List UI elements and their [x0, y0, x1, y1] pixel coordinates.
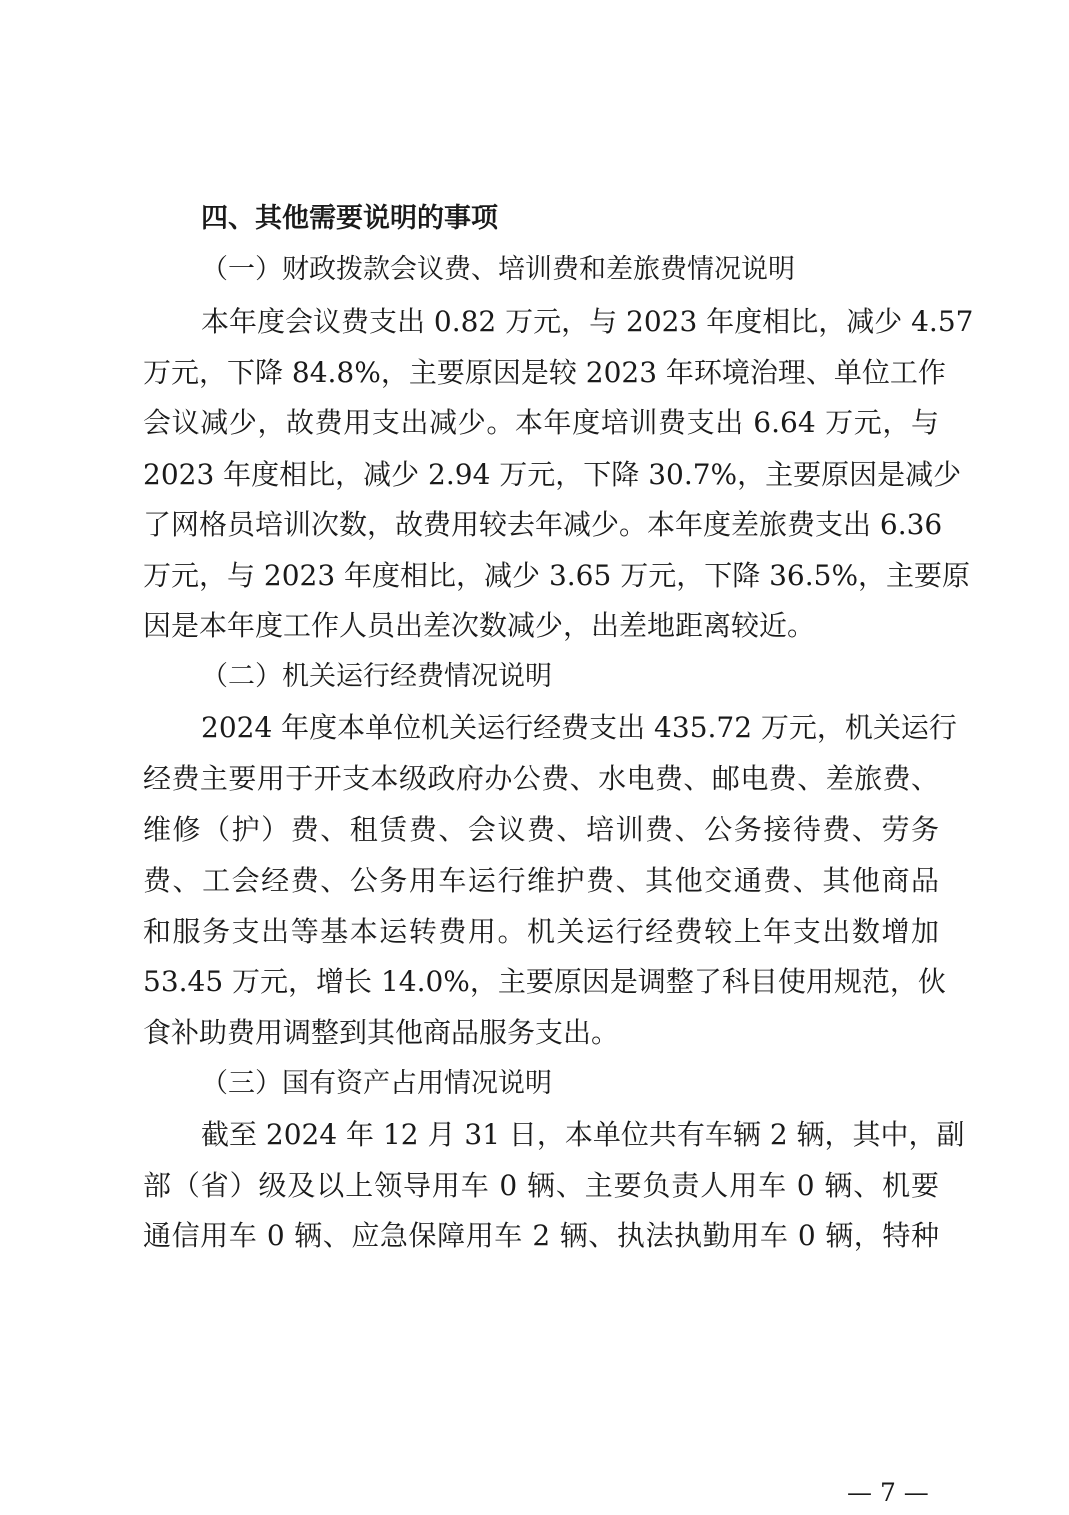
paragraph-line: 2023 年度相比，减少 2.94 万元，下降 30.7%，主要原因是减少 [143, 458, 962, 491]
paragraph-line: 部（省）级及以上领导用车 0 辆、主要负责人用车 0 辆、机要 [143, 1169, 939, 1202]
paragraph-line: 费、工会经费、公务用车运行维护费、其他交通费、其他商品 [143, 864, 939, 897]
paragraph-line: 本年度会议费支出 0.82 万元，与 2023 年度相比，减少 4.57 [201, 305, 974, 338]
subsection-title-meeting-training-travel: （一）财政拨款会议费、培训费和差旅费情况说明 [201, 254, 795, 285]
paragraph-line: 维修（护）费、租赁费、会议费、培训费、公务接待费、劳务 [143, 813, 939, 846]
paragraph-line: 万元，下降 84.8%，主要原因是较 2023 年环境治理、单位工作 [143, 356, 946, 389]
paragraph-line: 经费主要用于开支本级政府办公费、水电费、邮电费、差旅费、 [143, 762, 939, 795]
paragraph-line: 食补助费用调整到其他商品服务支出。 [143, 1016, 620, 1049]
paragraph-line: 通信用车 0 辆、应急保障用车 2 辆、执法执勤用车 0 辆，特种 [143, 1219, 939, 1252]
paragraph-line: 2024 年度本单位机关运行经费支出 435.72 万元，机关运行 [201, 711, 957, 744]
paragraph-line: 因是本年度工作人员出差次数减少，出差地距离较近。 [143, 609, 816, 642]
paragraph-line: 53.45 万元，增长 14.0%，主要原因是调整了科目使用规范，伙 [143, 965, 946, 998]
subsection-title-state-assets: （三）国有资产占用情况说明 [201, 1068, 552, 1099]
page-number: — 7 — [847, 1478, 929, 1507]
paragraph-line: 和服务支出等基本运转费用。机关运行经费较上年支出数增加 [143, 915, 939, 948]
paragraph-line: 会议减少，故费用支出减少。本年度培训费支出 6.64 万元，与 [143, 406, 939, 439]
paragraph-line: 万元，与 2023 年度相比，减少 3.65 万元，下降 36.5%，主要原 [143, 559, 971, 592]
subsection-title-operating-expenses: （二）机关运行经费情况说明 [201, 661, 552, 692]
paragraph-line: 了网格员培训次数，故费用较去年减少。本年度差旅费支出 6.36 [143, 508, 943, 541]
paragraph-line: 截至 2024 年 12 月 31 日，本单位共有车辆 2 辆，其中，副 [201, 1118, 965, 1151]
section-heading: 四、其他需要说明的事项 [201, 203, 498, 234]
